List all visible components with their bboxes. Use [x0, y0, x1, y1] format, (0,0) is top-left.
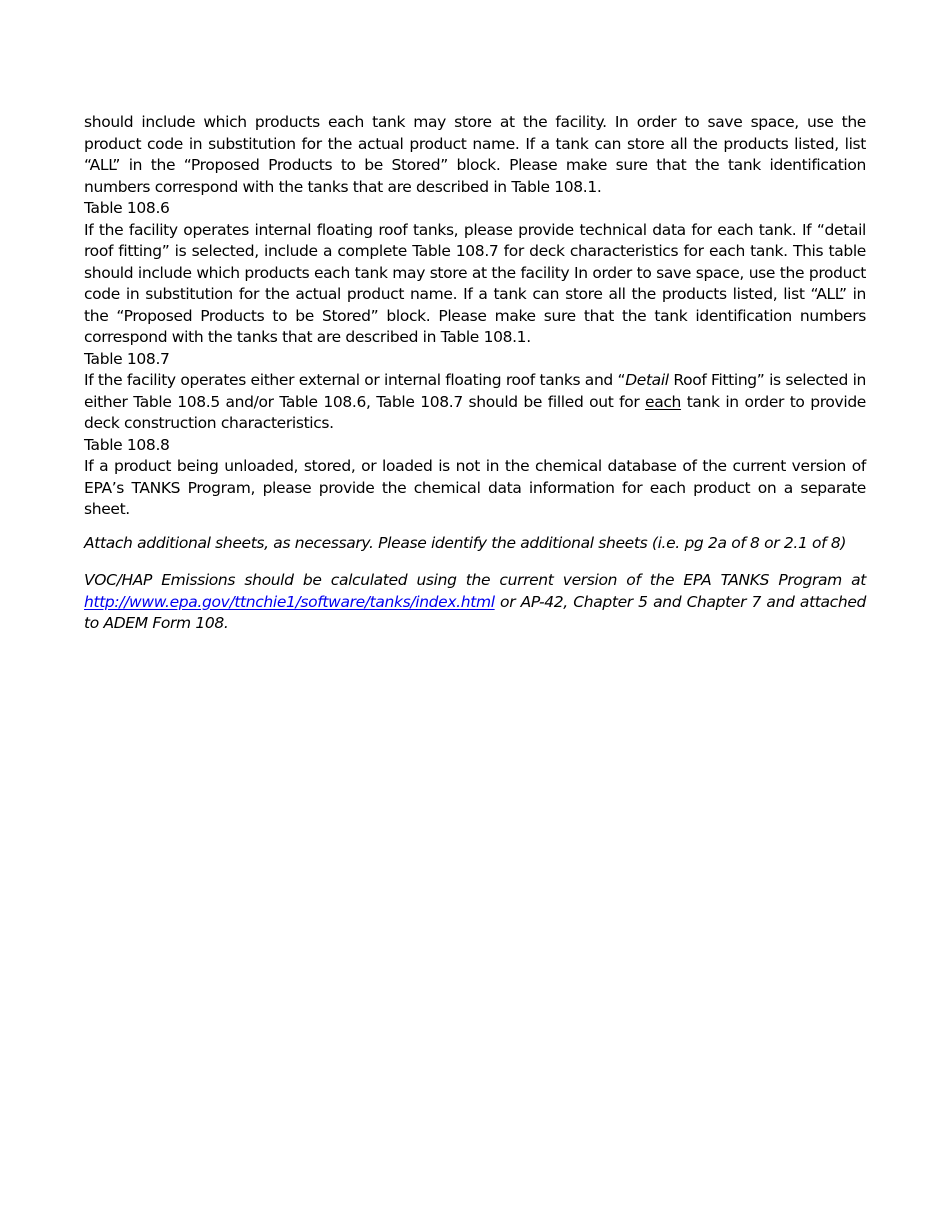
- each-emphasis: each: [645, 392, 682, 411]
- paragraph-table-108-8: If a product being unloaded, stored, or loaded is not in the chemical database of the current version of EPA’s TANKS Program, please provide the chemical data information for each product on a separate sheet.: [84, 457, 866, 518]
- paragraph-table-108-7: [84, 370, 866, 435]
- document-page: [84, 112, 866, 635]
- paragraph-table-108-7-part-c: tank in order to provide deck construction characteristics.: [84, 392, 866, 432]
- note-voc-part-a: VOC/HAP Emissions should be calculated using the current version of the EPA TANKS Program at: [84, 571, 866, 589]
- note-attach-sheets: Attach additional sheets, as necessary. Please identify the additional sheets (i.e. pg 2a of 8 or 2.1 of 8): [84, 533, 847, 552]
- heading-table-108-6: [84, 198, 866, 220]
- epa-tanks-link[interactable]: http://www.epa.gov/ttnchie1/software/tanks/index.html: [84, 592, 495, 611]
- paragraph-table-108-7-part-b: Roof Fitting” is selected in either Table 108.5 and/or Table 108.6, Table 108.7 should be filled out for: [84, 371, 866, 411]
- paragraph-table-108-7-part-a: If the facility operates either external or internal floating roof tanks and “: [84, 371, 626, 389]
- note-voc-part-b: or AP-42, Chapter 5 and Chapter 7 and attached to ADEM Form 108.: [84, 592, 866, 632]
- note-voc-hap-emissions: [84, 570, 866, 635]
- heading-table-108-8: [84, 435, 866, 457]
- paragraph-table-108-5-continued: should include which products each tank may store at the facility. In order to save space, use the product code in substitution for the actual product name. If a tank can store all the products listed, list “ALL” in the “Proposed Products to be Stored” block. Please make sure that the tank identification numbers correspond with the tanks that are described in Table 108.1.: [84, 113, 866, 196]
- heading-table-108-7: [84, 349, 866, 371]
- heading-table-108-6-text: Table 108.6: [84, 199, 170, 217]
- heading-table-108-8-text: Table 108.8: [84, 435, 170, 454]
- heading-table-108-7-text: Table 108.7: [84, 349, 170, 368]
- paragraph-table-108-6: If the facility operates internal floating roof tanks, please provide technical data for each tank. If “detail roof fitting” is selected, include a complete Table 108.7 for deck characteristics for each tank. This table should include which products each tank may store at the facility In order to save space, use the product code in substitution for the actual product name. If a tank can store all the products listed, list “ALL” in the “Proposed Products to be Stored” block. Please make sure that the tank identification numbers correspond with the tanks that are described in Table 108.1.: [84, 220, 866, 346]
- detail-emphasis: Detail: [625, 371, 669, 389]
